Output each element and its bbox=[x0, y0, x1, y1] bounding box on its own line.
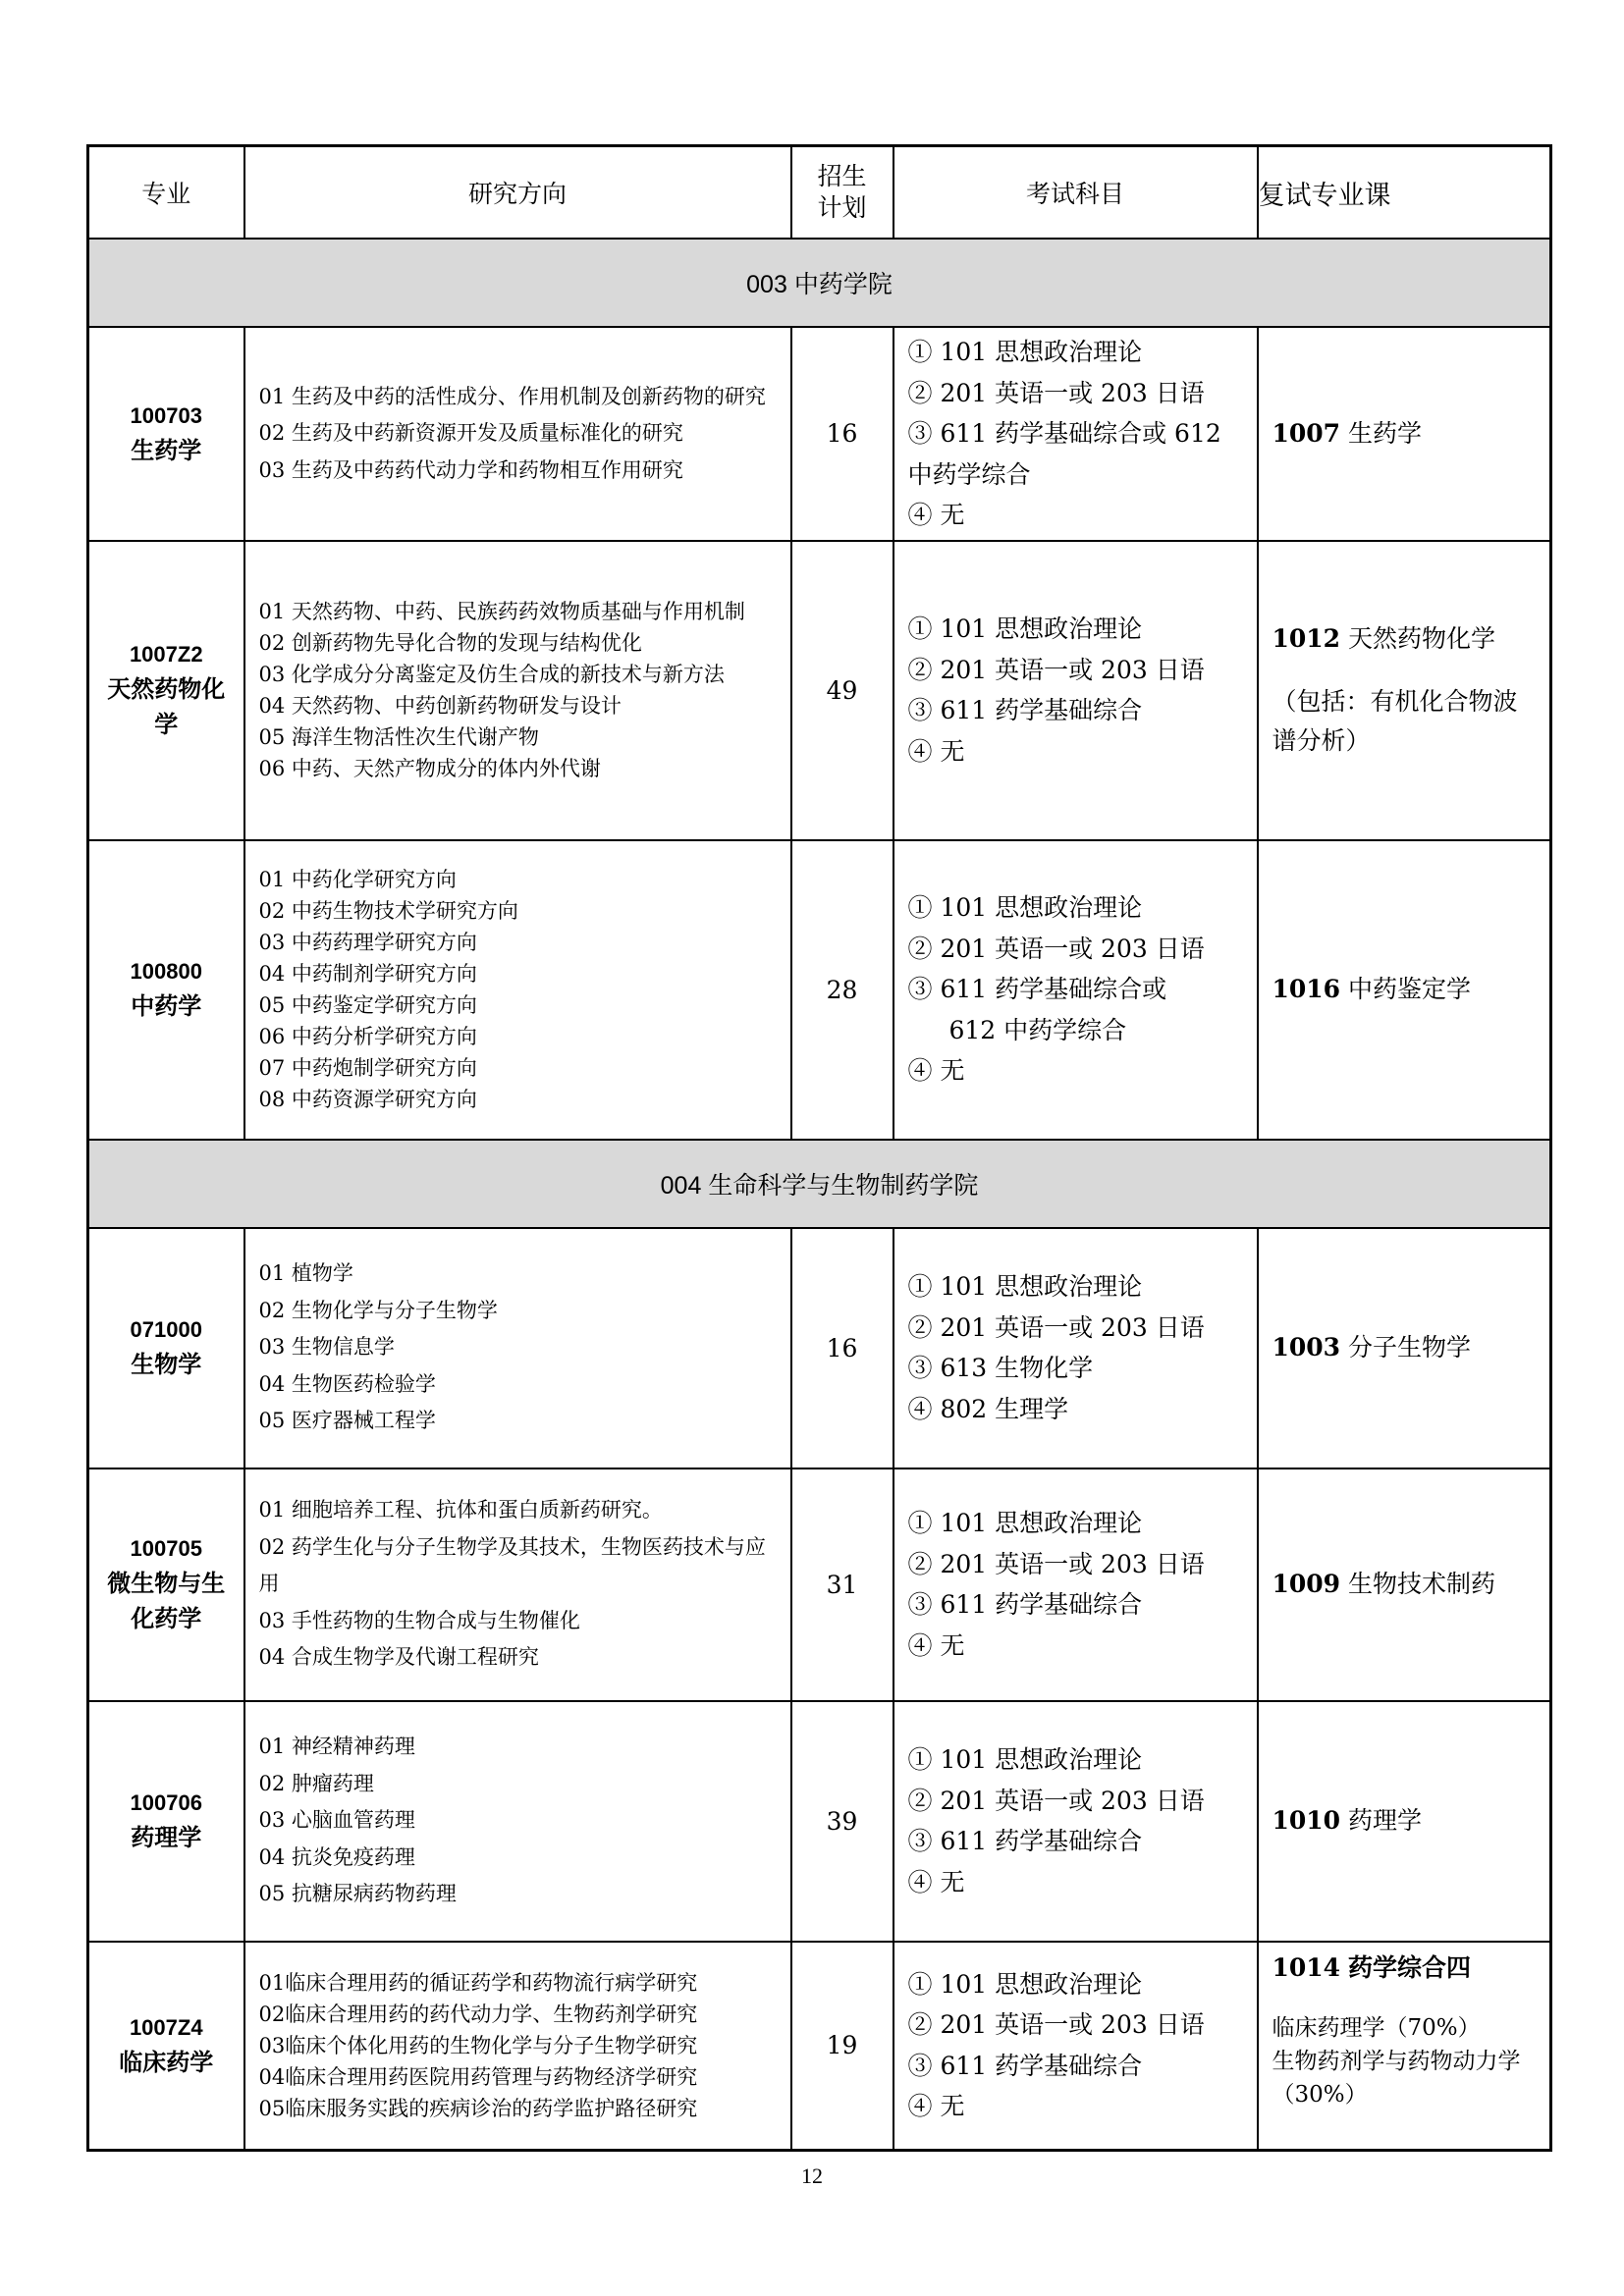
exam-subject: ③ 611 药学基础综合 bbox=[907, 1827, 1143, 1855]
header-direction: 研究方向 bbox=[244, 146, 791, 240]
direction-item: 07 中药炮制学研究方向 bbox=[258, 1056, 477, 1080]
retest-course bbox=[1272, 619, 1539, 659]
exam-subject: ④ 无 bbox=[907, 2092, 965, 2121]
retest-code: 1012 bbox=[1272, 624, 1341, 653]
plan-count: 49 bbox=[791, 541, 893, 840]
direction-item: 05 中药鉴定学研究方向 bbox=[258, 993, 477, 1017]
exam-subject: ① 101 思想政治理论 bbox=[907, 1272, 1143, 1301]
retest-course bbox=[1272, 414, 1539, 454]
retest-code: 1009 bbox=[1272, 1570, 1341, 1598]
exam-cell bbox=[893, 1228, 1258, 1468]
exam-subject: ② 201 英语一或 203 日语 bbox=[907, 378, 1205, 407]
direction-item: 05 医疗器械工程学 bbox=[258, 1409, 436, 1433]
direction-item: 06 中药分析学研究方向 bbox=[258, 1025, 477, 1048]
exam-cell bbox=[893, 1468, 1258, 1701]
exam-subject: ④ 无 bbox=[907, 1056, 965, 1086]
exam-subject: 612 中药学综合 bbox=[948, 1015, 1127, 1044]
major-name: 临床药学 bbox=[119, 2049, 214, 2076]
direction-item: 02 中药生物技术学研究方向 bbox=[258, 899, 518, 923]
retest-title: 分子生物学 bbox=[1348, 1333, 1472, 1362]
section-row bbox=[88, 239, 1551, 327]
header-retest: 复试专业课 bbox=[1258, 146, 1551, 240]
exam-subject: ④ 无 bbox=[907, 736, 965, 766]
direction-cell bbox=[244, 1228, 791, 1468]
direction-item: 03 化学成分分离鉴定及仿生合成的新技术与新方法 bbox=[258, 663, 725, 686]
retest-title: 药学综合四 bbox=[1348, 1952, 1472, 1982]
exam-subject: ④ 无 bbox=[907, 1867, 965, 1896]
exam-subject: ③ 611 药学基础综合 bbox=[907, 696, 1143, 724]
exam-subject: ① 101 思想政治理论 bbox=[907, 1745, 1143, 1774]
major-name: 生药学 bbox=[131, 437, 202, 464]
major-code: 071000 bbox=[130, 1317, 202, 1342]
exam-subject: ① 101 思想政治理论 bbox=[907, 1969, 1143, 1999]
section-title: 004 生命科学与生物制药学院 bbox=[88, 1140, 1551, 1228]
retest-course bbox=[1272, 1801, 1539, 1841]
exam-subject: ③ 611 药学基础综合或 612 中药学综合 bbox=[907, 419, 1221, 489]
retest-code: 1003 bbox=[1272, 1333, 1341, 1362]
direction-item: 02临床合理用药的药代动力学、生物药剂学研究 bbox=[258, 2002, 698, 2026]
header-plan bbox=[791, 146, 893, 240]
direction-item: 04 天然药物、中药创新药物研发与设计 bbox=[258, 694, 622, 718]
major-name: 天然药物化学 bbox=[107, 676, 226, 738]
plan-count: 28 bbox=[791, 840, 893, 1140]
direction-item: 08 中药资源学研究方向 bbox=[258, 1088, 477, 1111]
exam-subject: ② 201 英语一或 203 日语 bbox=[907, 1786, 1205, 1815]
exam-cell bbox=[893, 1701, 1258, 1942]
major-name: 微生物与生化药学 bbox=[107, 1571, 226, 1632]
page-number: 12 bbox=[801, 2163, 823, 2188]
header-plan-line1: 招生 bbox=[817, 162, 867, 190]
direction-item: 01 生药及中药的活性成分、作用机制及创新药物的研究 bbox=[258, 384, 766, 408]
retest-cell bbox=[1258, 1468, 1551, 1701]
direction-item: 04 生物医药检验学 bbox=[258, 1371, 436, 1396]
direction-item: 01 细胞培养工程、抗体和蛋白质新药研究。 bbox=[258, 1498, 663, 1522]
retest-title: 中药鉴定学 bbox=[1348, 975, 1472, 1003]
direction-item: 04临床合理用药医院用药管理与药物经济学研究 bbox=[258, 2064, 698, 2089]
table-row bbox=[88, 327, 1551, 541]
major-name: 生物学 bbox=[131, 1352, 202, 1378]
retest-title: 生物技术制药 bbox=[1348, 1570, 1496, 1598]
direction-item: 02 生物化学与分子生物学 bbox=[258, 1298, 498, 1322]
direction-cell bbox=[244, 1468, 791, 1701]
retest-code: 1014 bbox=[1272, 1952, 1341, 1982]
direction-item: 01 中药化学研究方向 bbox=[258, 868, 457, 891]
major-code: 100800 bbox=[130, 959, 202, 984]
plan-count: 16 bbox=[791, 327, 893, 541]
direction-item: 01 神经精神药理 bbox=[258, 1735, 415, 1759]
table-row bbox=[88, 1228, 1551, 1468]
exam-subject: ③ 611 药学基础综合或 bbox=[907, 975, 1167, 1004]
header-major: 专业 bbox=[88, 146, 244, 240]
exam-subject: ① 101 思想政治理论 bbox=[907, 893, 1143, 923]
exam-cell bbox=[893, 327, 1258, 541]
direction-item: 05临床服务实践的疾病诊治的药学监护路径研究 bbox=[258, 2096, 698, 2120]
section-title: 003 中药学院 bbox=[88, 239, 1551, 327]
retest-cell bbox=[1258, 541, 1551, 840]
major-code: 100703 bbox=[130, 402, 202, 428]
retest-cell bbox=[1258, 327, 1551, 541]
major-cell bbox=[88, 1701, 244, 1942]
retest-course bbox=[1272, 1949, 1539, 1988]
exam-subject: ④ 802 生理学 bbox=[907, 1394, 1069, 1423]
table-row bbox=[88, 1942, 1551, 2151]
section-row bbox=[88, 1140, 1551, 1228]
retest-course bbox=[1272, 1565, 1539, 1604]
retest-cell bbox=[1258, 1701, 1551, 1942]
major-cell bbox=[88, 327, 244, 541]
major-cell bbox=[88, 541, 244, 840]
table-header-row bbox=[88, 146, 1551, 240]
plan-count: 31 bbox=[791, 1468, 893, 1701]
major-cell bbox=[88, 1468, 244, 1701]
plan-count: 16 bbox=[791, 1228, 893, 1468]
direction-item: 06 中药、天然产物成分的体内外代谢 bbox=[258, 757, 601, 780]
major-code: 100706 bbox=[130, 1790, 202, 1815]
retest-cell bbox=[1258, 840, 1551, 1140]
retest-course bbox=[1272, 970, 1539, 1009]
direction-cell bbox=[244, 1701, 791, 1942]
direction-item: 01 天然药物、中药、民族药药效物质基础与作用机制 bbox=[258, 600, 745, 623]
exam-subject: ③ 611 药学基础综合 bbox=[907, 2051, 1143, 2080]
plan-count: 39 bbox=[791, 1701, 893, 1942]
major-cell bbox=[88, 1228, 244, 1468]
exam-cell bbox=[893, 541, 1258, 840]
direction-item: 04 合成生物学及代谢工程研究 bbox=[258, 1645, 539, 1670]
table-row bbox=[88, 840, 1551, 1140]
major-cell bbox=[88, 1942, 244, 2151]
exam-subject: ④ 无 bbox=[907, 501, 965, 529]
direction-item: 03 生药及中药药代动力学和药物相互作用研究 bbox=[258, 457, 683, 482]
retest-code: 1007 bbox=[1272, 418, 1341, 448]
header-plan-line2: 计划 bbox=[817, 193, 867, 222]
retest-note: 临床药理学（70%） bbox=[1272, 2014, 1481, 2041]
exam-subject: ② 201 英语一或 203 日语 bbox=[907, 655, 1205, 684]
exam-subject: ① 101 思想政治理论 bbox=[907, 338, 1143, 366]
direction-cell bbox=[244, 327, 791, 541]
direction-item: 05 海洋生物活性次生代谢产物 bbox=[258, 725, 539, 749]
direction-cell bbox=[244, 541, 791, 840]
direction-item: 02 生药及中药新资源开发及质量标准化的研究 bbox=[258, 421, 683, 445]
retest-note: （包括：有机化合物波谱分析） bbox=[1272, 687, 1518, 755]
direction-item: 02 肿瘤药理 bbox=[258, 1771, 374, 1795]
direction-item: 04 中药制剂学研究方向 bbox=[258, 962, 477, 986]
retest-title: 生药学 bbox=[1348, 418, 1423, 448]
direction-cell bbox=[244, 840, 791, 1140]
direction-item: 02 药学生化与分子生物学及其技术，生物医药技术与应用 bbox=[258, 1534, 766, 1596]
exam-cell bbox=[893, 840, 1258, 1140]
direction-item: 03 心脑血管药理 bbox=[258, 1808, 415, 1833]
exam-subject: ① 101 思想政治理论 bbox=[907, 614, 1143, 643]
major-code: 1007Z2 bbox=[129, 642, 203, 667]
exam-subject: ④ 无 bbox=[907, 1630, 965, 1660]
direction-item: 01 植物学 bbox=[258, 1261, 353, 1286]
exam-subject: ② 201 英语一或 203 日语 bbox=[907, 1312, 1205, 1342]
exam-subject: ③ 611 药学基础综合 bbox=[907, 1590, 1143, 1619]
direction-cell bbox=[244, 1942, 791, 2151]
direction-item: 02 创新药物先导化合物的发现与结构优化 bbox=[258, 631, 642, 655]
table-row bbox=[88, 1701, 1551, 1942]
direction-item: 03 中药药理学研究方向 bbox=[258, 931, 477, 954]
exam-subject: ① 101 思想政治理论 bbox=[907, 1509, 1143, 1537]
retest-title: 药理学 bbox=[1348, 1806, 1423, 1835]
admissions-table bbox=[86, 144, 1552, 2152]
retest-code: 1016 bbox=[1272, 975, 1341, 1003]
direction-item: 05 抗糖尿病药物药理 bbox=[258, 1882, 457, 1906]
exam-subject: ② 201 英语一或 203 日语 bbox=[907, 1549, 1205, 1578]
plan-count: 19 bbox=[791, 1942, 893, 2151]
direction-item: 04 抗炎免疫药理 bbox=[258, 1844, 415, 1869]
direction-item: 03 生物信息学 bbox=[258, 1335, 395, 1360]
major-code: 1007Z4 bbox=[129, 2014, 203, 2040]
table-row bbox=[88, 1468, 1551, 1701]
table-row bbox=[88, 541, 1551, 840]
retest-note: 生物药剂学与药物动力学（30%） bbox=[1272, 2048, 1521, 2108]
exam-subject: ② 201 英语一或 203 日语 bbox=[907, 934, 1205, 963]
retest-title: 天然药物化学 bbox=[1348, 624, 1496, 653]
direction-item: 03临床个体化用药的生物化学与分子生物学研究 bbox=[258, 2033, 698, 2057]
exam-subject: ③ 613 生物化学 bbox=[907, 1354, 1094, 1382]
direction-item: 03 手性药物的生物合成与生物催化 bbox=[258, 1608, 580, 1632]
major-name: 药理学 bbox=[131, 1825, 202, 1851]
major-cell bbox=[88, 840, 244, 1140]
retest-cell bbox=[1258, 1942, 1551, 2151]
exam-subject: ② 201 英语一或 203 日语 bbox=[907, 2010, 1205, 2040]
major-code: 100705 bbox=[130, 1536, 202, 1561]
table-body bbox=[88, 239, 1551, 2151]
retest-cell bbox=[1258, 1228, 1551, 1468]
header-exam: 考试科目 bbox=[893, 146, 1258, 240]
exam-cell bbox=[893, 1942, 1258, 2151]
retest-course bbox=[1272, 1328, 1539, 1367]
retest-code: 1010 bbox=[1272, 1806, 1341, 1835]
direction-item: 01临床合理用药的循证药学和药物流行病学研究 bbox=[258, 1970, 698, 1995]
major-name: 中药学 bbox=[131, 993, 202, 1020]
